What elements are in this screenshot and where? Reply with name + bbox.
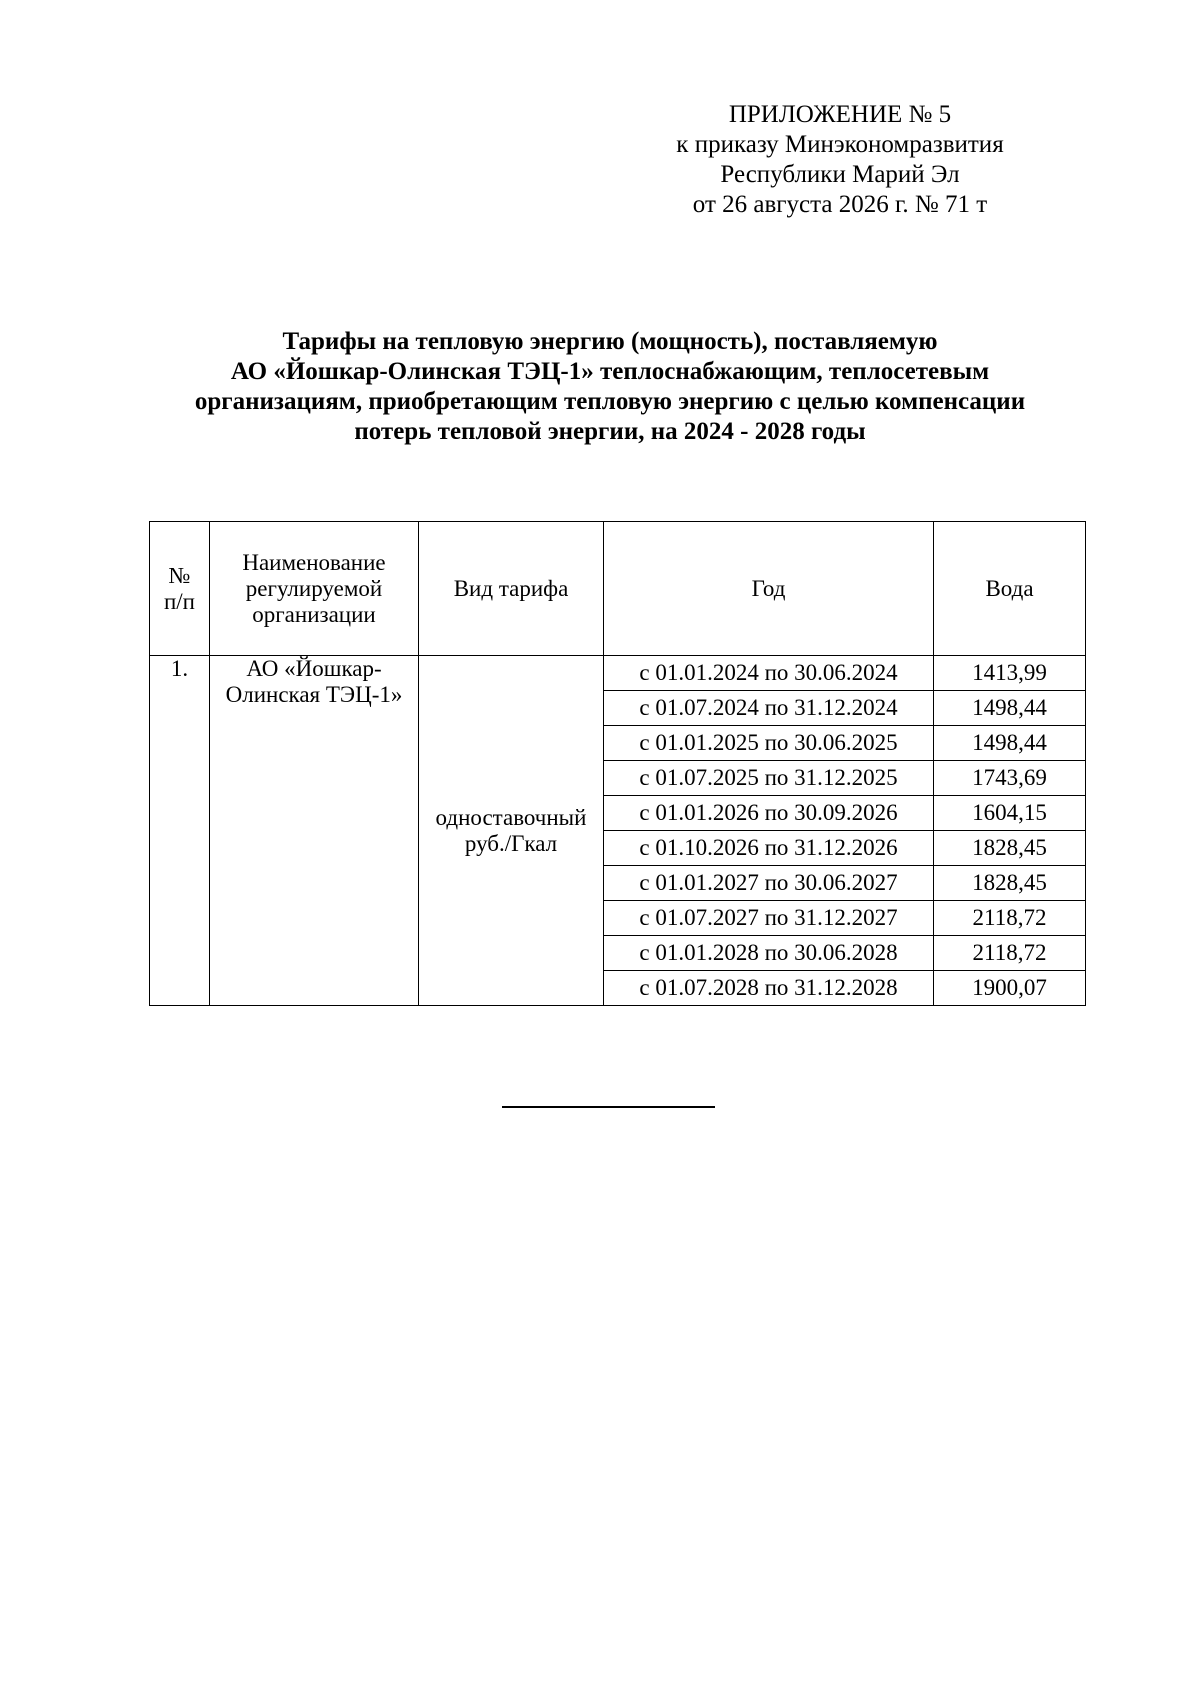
period-cell: с 01.07.2028 по 31.12.2028 — [604, 971, 934, 1006]
header-year: Год — [604, 522, 934, 656]
water-tariff-value: 1743,69 — [934, 761, 1086, 796]
period-cell: с 01.01.2024 по 30.06.2024 — [604, 656, 934, 691]
appendix-number: ПРИЛОЖЕНИЕ № 5 — [728, 101, 952, 128]
closing-divider — [502, 1106, 715, 1108]
water-tariff-value: 1900,07 — [934, 971, 1086, 1006]
period-cell: с 01.01.2028 по 30.06.2028 — [604, 936, 934, 971]
water-tariff-value: 1498,44 — [934, 691, 1086, 726]
organization-name-line-2: Олинская ТЭЦ-1» — [225, 682, 403, 707]
tariff-type-name: одноставочный — [435, 804, 587, 830]
organization-name-line-1: АО «Йошкар- — [246, 656, 382, 681]
water-tariff-value: 1828,45 — [934, 866, 1086, 901]
tariff-type-unit: руб./Гкал — [464, 830, 558, 856]
period-cell: с 01.01.2025 по 30.06.2025 — [604, 726, 934, 761]
water-tariff-value: 2118,72 — [934, 901, 1086, 936]
header-organization — [210, 522, 419, 656]
title-line-1: Тарифы на тепловую энергию (мощность), поставляемую — [282, 328, 938, 355]
title-line-2: АО «Йошкар-Олинская ТЭЦ-1» теплоснабжающим, теплосетевым — [230, 358, 990, 385]
tariff-table — [149, 521, 1086, 1006]
period-cell: с 01.07.2027 по 31.12.2027 — [604, 901, 934, 936]
period-cell: с 01.07.2024 по 31.12.2024 — [604, 691, 934, 726]
appendix-republic: Республики Марий Эл — [720, 161, 960, 188]
header-organization-line-1: Наименование — [242, 549, 386, 575]
title-line-3: организациям, приобретающим тепловую энергию с целью компенсации — [194, 388, 1026, 415]
appendix-header — [560, 100, 1120, 220]
tariff-type — [419, 656, 604, 1006]
table-header-row — [150, 522, 1086, 656]
period-cell: с 01.07.2025 по 31.12.2025 — [604, 761, 934, 796]
water-tariff-value: 2118,72 — [934, 936, 1086, 971]
water-tariff-value: 1413,99 — [934, 656, 1086, 691]
header-organization-line-3: организации — [252, 601, 376, 627]
water-tariff-value: 1828,45 — [934, 831, 1086, 866]
header-organization-line-2: регулируемой — [245, 575, 383, 601]
header-tariff-type: Вид тарифа — [419, 522, 604, 656]
organization-name — [210, 656, 419, 1006]
period-cell: с 01.01.2027 по 30.06.2027 — [604, 866, 934, 901]
appendix-order-ref: к приказу Минэкономразвития — [676, 131, 1004, 158]
header-number-abbr: п/п — [163, 588, 195, 614]
title-line-4: потерь тепловой энергии, на 2024 - 2028 годы — [354, 418, 866, 445]
document-title — [110, 327, 1110, 447]
tariff-table-body — [150, 656, 1086, 1006]
header-number — [150, 522, 210, 656]
period-cell: с 01.01.2026 по 30.09.2026 — [604, 796, 934, 831]
table-row — [150, 656, 1086, 691]
period-cell: с 01.10.2026 по 31.12.2026 — [604, 831, 934, 866]
water-tariff-value: 1604,15 — [934, 796, 1086, 831]
row-number: 1. — [150, 656, 210, 1006]
appendix-order-date: от 26 августа 2026 г. № 71 т — [692, 191, 988, 218]
header-water: Вода — [934, 522, 1086, 656]
header-number-sign: № — [168, 562, 191, 588]
water-tariff-value: 1498,44 — [934, 726, 1086, 761]
